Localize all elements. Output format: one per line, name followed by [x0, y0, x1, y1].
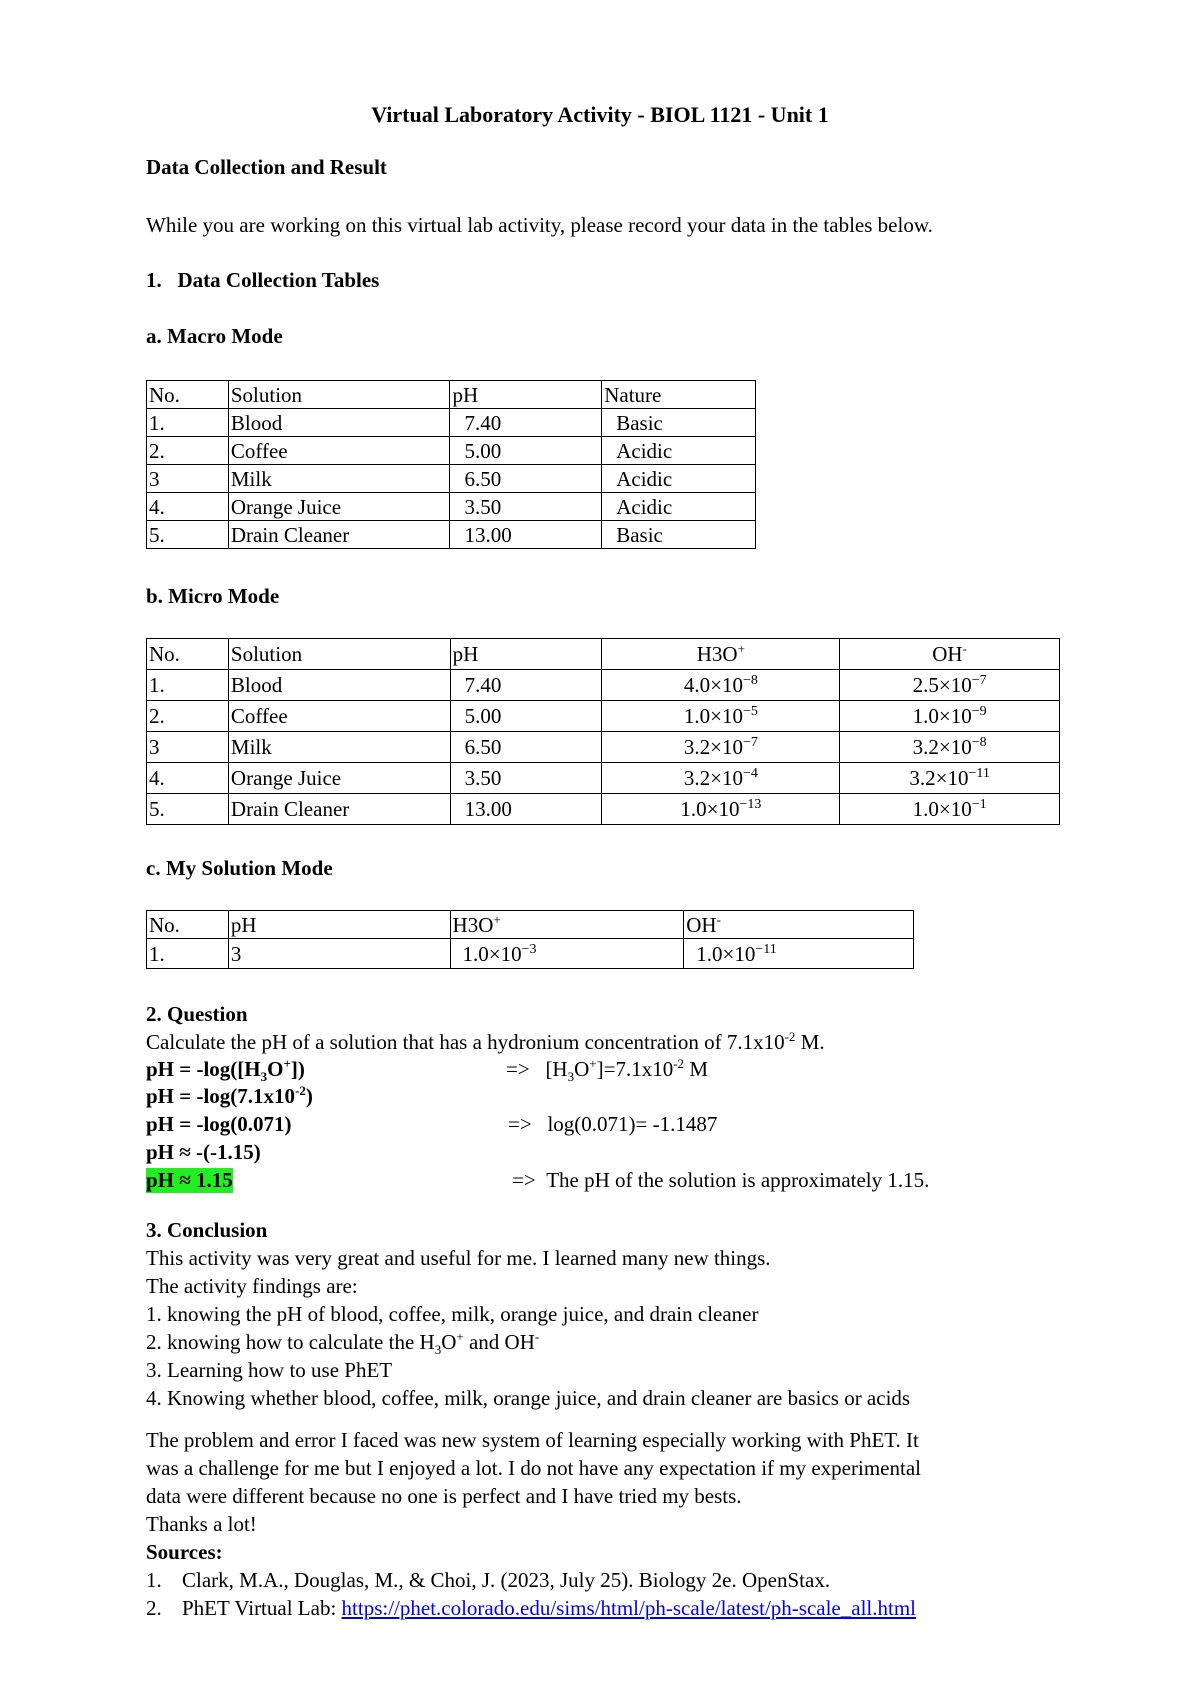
intro-text: While you are working on this virtual lab activity, please record your data in the tables below.: [146, 213, 933, 237]
table-cell: Acidic: [602, 493, 756, 521]
table-header: Solution: [228, 639, 450, 670]
data-tables-heading: 1. Data Collection Tables: [146, 268, 380, 292]
table-row: [147, 670, 1060, 701]
page-title: Virtual Laboratory Activity - BIOL 1121 - Unit 1: [371, 102, 829, 127]
table-row: [147, 732, 1060, 763]
table-cell: 5.: [147, 794, 229, 825]
table-row: [147, 437, 756, 465]
table-cell: 1.: [147, 409, 229, 437]
table-cell-h3o: $4.0\times 10^{-8}$: [602, 670, 840, 701]
table-cell-h3o: $1.0\times 10^{-13}$: [602, 794, 840, 825]
section-heading: Data Collection and Result: [146, 155, 387, 179]
table-header: pH: [450, 639, 602, 670]
table-cell: 7.40: [450, 409, 602, 437]
table-cell-oh: $1.0\times 10^{-1}$: [840, 794, 1060, 825]
my-solution-table: [146, 910, 914, 969]
calc-step-4: pH ≈ -(-1.15): [146, 1140, 261, 1164]
table-cell: Acidic: [602, 465, 756, 493]
source-number: 2.: [146, 1596, 162, 1620]
table-cell: 5.00: [450, 437, 602, 465]
table-cell: 2.: [147, 437, 229, 465]
table-cell: 5.: [147, 521, 229, 549]
table-cell-h3o: $1.0\times 10^{-3}$: [450, 939, 684, 969]
conclusion-heading: 3. Conclusion: [146, 1218, 268, 1242]
table-cell-h3o: $1.0\times 10^{-5}$: [602, 701, 840, 732]
table-cell: Drain Cleaner: [228, 794, 450, 825]
table-cell: 2.: [147, 701, 229, 732]
finding-item: 1. knowing the pH of blood, coffee, milk, orange juice, and drain cleaner: [146, 1302, 759, 1326]
table-cell: Acidic: [602, 437, 756, 465]
table-cell-oh: $1.0\times 10^{-9}$: [840, 701, 1060, 732]
calc-note-1: => $[H_3O^+]=7.1x10^{-2}$ M: [506, 1056, 708, 1085]
table-cell: Orange Juice: [228, 493, 450, 521]
table-cell: 3.50: [450, 763, 602, 794]
table-cell: Blood: [228, 409, 450, 437]
table-cell: Basic: [602, 521, 756, 549]
thanks-text: Thanks a lot!: [146, 1512, 257, 1536]
table-cell: 6.50: [450, 465, 602, 493]
table-cell: Milk: [228, 732, 450, 763]
table-header: No.: [147, 639, 229, 670]
source-number: 1.: [146, 1568, 162, 1592]
finding-item: 3. Learning how to use PhET: [146, 1358, 393, 1382]
conclusion-paragraph: The problem and error I faced was new system of learning especially working with PhET. It: [146, 1428, 919, 1452]
table-header: No.: [147, 381, 229, 409]
calc-note-2: => log(0.071)= -1.1487: [508, 1112, 718, 1136]
conclusion-paragraph: data were different because no one is perfect and I have tried my bests.: [146, 1484, 742, 1508]
table-row: [147, 939, 914, 969]
table-cell: Coffee: [228, 437, 450, 465]
calc-note-3: => The pH of the solution is approximately 1.15.: [512, 1168, 930, 1192]
table-cell: Drain Cleaner: [228, 521, 450, 549]
calc-step-1: pH = $-\log([H_3O^+])$: [146, 1056, 305, 1085]
table-row: [147, 521, 756, 549]
table-cell: Milk: [228, 465, 450, 493]
table-header-oh: OH-: [684, 911, 914, 939]
table-header-h3o: H3O+: [602, 639, 840, 670]
table-cell: 4.: [147, 493, 229, 521]
table-cell-h3o: $3.2\times 10^{-7}$: [602, 732, 840, 763]
conclusion-line: This activity was very great and useful for me. I learned many new things.: [146, 1246, 771, 1270]
micro-heading: b. Micro Mode: [146, 584, 280, 608]
calc-step-5-result: pH ≈ 1.15: [146, 1168, 233, 1192]
table-header-h3o: H3O+: [450, 911, 684, 939]
calc-step-2: pH = $-\log(7.1x10^{-2})$: [146, 1083, 313, 1108]
table-cell: 3: [147, 732, 229, 763]
table-cell-oh: $3.2\times 10^{-11}$: [840, 763, 1060, 794]
table-cell: 13.00: [450, 794, 602, 825]
table-row: [147, 465, 756, 493]
finding-item: 2. knowing how to calculate the $H_3O^+$ and OH-: [146, 1329, 540, 1358]
conclusion-paragraph: was a challenge for me but I enjoyed a lot. I do not have any expectation if my experimental: [146, 1456, 921, 1480]
table-cell: 5.00: [450, 701, 602, 732]
source-item: PhET Virtual Lab: https://phet.colorado.edu/sims/html/ph-scale/latest/ph-scale_all.html: [182, 1596, 916, 1620]
table-row: [147, 794, 1060, 825]
table-cell: 7.40: [450, 670, 602, 701]
table-cell: 4.: [147, 763, 229, 794]
macro-heading: a. Macro Mode: [146, 324, 283, 348]
table-cell-oh: $2.5\times 10^{-7}$: [840, 670, 1060, 701]
table-cell: 3: [228, 939, 450, 969]
table-cell: 6.50: [450, 732, 602, 763]
micro-table: [146, 638, 1060, 825]
table-cell: Coffee: [228, 701, 450, 732]
conclusion-line: The activity findings are:: [146, 1274, 358, 1298]
table-row: [147, 409, 756, 437]
phet-link[interactable]: https://phet.colorado.edu/sims/html/ph-scale/latest/ph-scale_all.html: [341, 1596, 916, 1620]
table-cell: 13.00: [450, 521, 602, 549]
question-heading: 2. Question: [146, 1002, 248, 1026]
table-header-row: [147, 639, 1060, 670]
table-header: pH: [450, 381, 602, 409]
table-cell: Blood: [228, 670, 450, 701]
table-cell-oh: $3.2\times 10^{-8}$: [840, 732, 1060, 763]
table-header: No.: [147, 911, 229, 939]
table-cell-oh: $1.0\times 10^{-11}$: [684, 939, 914, 969]
table-cell-h3o: $3.2\times 10^{-4}$: [602, 763, 840, 794]
table-header: pH: [228, 911, 450, 939]
question-prompt: Calculate the pH of a solution that has a hydronium concentration of $7.1x10^{-2}$ M.: [146, 1029, 825, 1054]
table-cell: 1.: [147, 939, 229, 969]
finding-item: 4. Knowing whether blood, coffee, milk, orange juice, and drain cleaner are basics or acids: [146, 1386, 911, 1410]
table-row: [147, 701, 1060, 732]
table-cell: Basic: [602, 409, 756, 437]
table-cell: 3.50: [450, 493, 602, 521]
source-item: Clark, M.A., Douglas, M., & Choi, J. (2023, July 25). Biology 2e. OpenStax.: [182, 1568, 831, 1592]
my-solution-heading: c. My Solution Mode: [146, 856, 333, 880]
table-row: [147, 763, 1060, 794]
table-header-oh: OH-: [840, 639, 1060, 670]
table-header-row: [147, 381, 756, 409]
macro-table: [146, 380, 756, 549]
table-header: Nature: [602, 381, 756, 409]
calc-step-3: pH = -log(0.071): [146, 1112, 292, 1136]
table-cell: 1.: [147, 670, 229, 701]
micro-table-body: [147, 670, 1060, 825]
table-row: [147, 493, 756, 521]
table-header-row: [147, 911, 914, 939]
table-cell: Orange Juice: [228, 763, 450, 794]
sources-heading: Sources:: [146, 1540, 223, 1564]
table-cell: 3: [147, 465, 229, 493]
table-header: Solution: [228, 381, 450, 409]
